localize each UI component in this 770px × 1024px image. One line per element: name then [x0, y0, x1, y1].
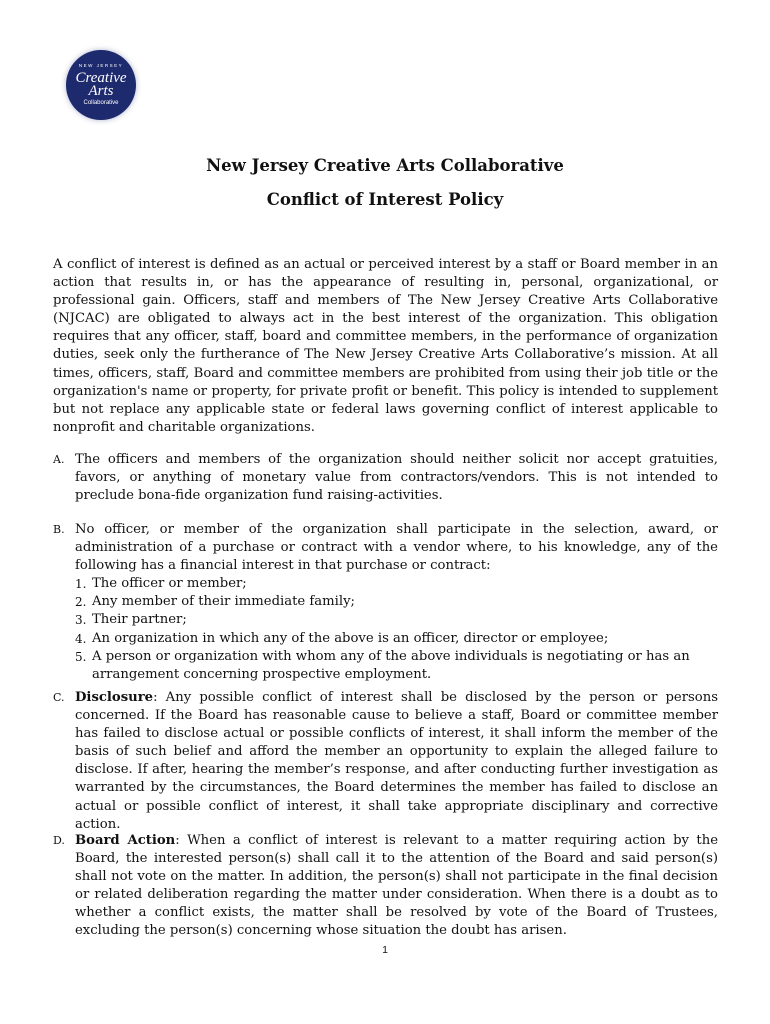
- policy-item-d: [53, 832, 718, 941]
- item-marker: A.: [53, 453, 65, 466]
- list-number: 5.: [75, 649, 87, 664]
- njcac-logo: [66, 50, 136, 120]
- page-number: 1: [382, 944, 388, 956]
- section-heading-board-action: Board Action: [75, 833, 176, 848]
- item-text: No officer, or member of the organization shall participate in the selection, award, or administration of a purchase or contract with a vendor where, to his knowledge, any of the following has a financial interest in that purchase or contract:: [75, 522, 718, 574]
- list-text: A person or organization with whom any of the above individuals is negotiating or has an arrangement concerning prospective employment.: [92, 648, 690, 682]
- logo-line-1: Creative: [75, 69, 127, 86]
- section-heading-disclosure: Disclosure: [75, 690, 154, 705]
- logo-line-2: Arts: [88, 82, 114, 99]
- policy-item-c: [53, 689, 718, 834]
- item-text: [75, 689, 718, 834]
- list-number: 4.: [75, 631, 87, 646]
- list-item: [75, 575, 718, 593]
- list-text: Their partner;: [92, 612, 187, 628]
- list-number: 2.: [75, 595, 87, 610]
- document-title: New Jersey Creative Arts Collaborative: [206, 156, 564, 175]
- intro-paragraph: A conflict of interest is defined as an actual or perceived interest by a staff or Board member in an action that results in, or has the appearance of resulting in, personal, organizational, or professional gain. Officers, staff and members of The New Jersey Creative Arts Collaborative (NJCAC) are obligated to always act in the best interest of the organization. This obligation requires that any officer, staff, board and committee members, in the performance of organization duties, seek only the furtherance of The New Jersey Creative Arts Collaborative’s mission. At all times, officers, staff, Board and committee members are prohibited from using their job title or the organization's name or property, for private profit or benefit. This policy is intended to supplement but not replace any applicable state or federal laws governing conflict of interest applicable to nonprofit and charitable organizations.: [53, 257, 718, 435]
- policy-item-a: [53, 451, 718, 505]
- item-marker: B.: [53, 523, 65, 536]
- list-text: Any member of their immediate family;: [92, 594, 355, 610]
- list-text: An organization in which any of the above is an officer, director or employee;: [92, 630, 609, 646]
- item-marker: C.: [53, 691, 65, 704]
- logo-line-3: Collaborative: [83, 99, 119, 106]
- item-marker: D.: [53, 834, 65, 847]
- list-item: [75, 630, 718, 648]
- document-subtitle: Conflict of Interest Policy: [266, 190, 504, 209]
- logo-small-text: NEW JERSEY: [78, 63, 124, 69]
- list-item: [75, 611, 718, 629]
- item-text: The officers and members of the organization should neither solicit nor accept gratuities, favors, or anything of monetary value from contractors/vendors. This is not intended to preclude bona-fide organization fund raising-activities.: [75, 452, 718, 504]
- list-number: 3.: [75, 613, 87, 628]
- policy-item-b: [53, 521, 718, 684]
- section-body: : When a conflict of interest is relevant to a matter requiring action by the Board, the interested person(s) shall call it to the attention of the Board and said person(s) shall not vote on the matter. In addition, the person(s) shall not participate in the final decision or related deliberation regarding the matter under consideration. When there is a doubt as to whether a conflict exists, the matter shall be resolved by vote of the Board of Trustees, excluding the person(s) concerning whose situation the doubt has arisen.: [75, 833, 718, 939]
- list-item: [75, 648, 718, 684]
- list-item: [75, 593, 718, 611]
- list-text: The officer or member;: [92, 576, 247, 592]
- section-body: : Any possible conflict of interest shall be disclosed by the person or persons concerned. If the Board has reasonable cause to believe a staff, Board or committee member has failed to disclose actual or possible conflicts of interest, it shall inform the member of the basis of such belief and afford the member an opportunity to explain the alleged failure to disclose. If after, hearing the member’s response, and after conducting further investigation as warranted by the circumstances, the Board determines the member has failed to disclose an actual or possible conflict of interest, it shall take appropriate disciplinary and corrective action.: [75, 690, 718, 832]
- interest-party-list: [75, 575, 718, 684]
- list-number: 1.: [75, 577, 87, 592]
- item-text: [75, 832, 718, 941]
